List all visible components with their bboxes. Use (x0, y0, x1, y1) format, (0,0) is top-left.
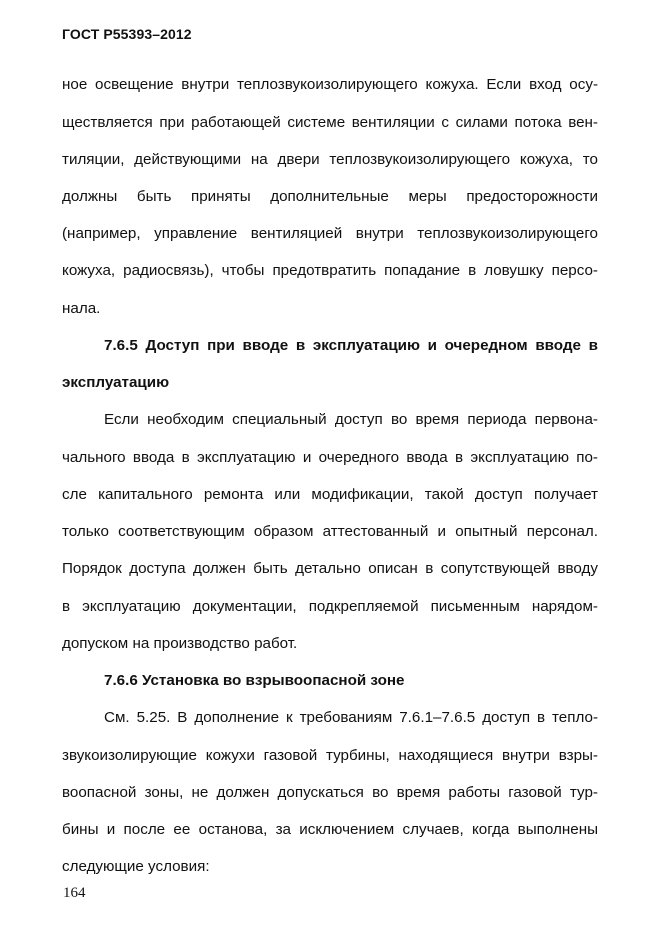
text-line: ное освещение внутри теплозвукоизолирующего кожуха. Если вход осу- (62, 76, 598, 93)
text-line: воопасной зоны, не должен допускаться во время работы газовой тур- (62, 784, 598, 801)
text-line: чального ввода в эксплуатацию и очередного ввода в эксплуатацию по- (62, 449, 598, 466)
section-heading-7-6-5: 7.6.5 Доступ при вводе в эксплуатацию и очередном вводе в (104, 337, 598, 354)
text-line: ществляется при работающей системе вентиляции с силами потока вен- (62, 114, 598, 131)
text-line: (например, управление вентиляцией внутри теплозвукоизолирующего (62, 225, 598, 242)
text-line: допуском на производство работ. (62, 635, 298, 652)
text-line: только соответствующим образом аттестованный и опытный персонал. (62, 523, 598, 540)
text-line: бины и после ее останова, за исключением случаев, когда выполнены (62, 821, 598, 838)
text-line: См. 5.25. В дополнение к требованиям 7.6.1–7.6.5 доступ в тепло- (104, 709, 598, 726)
document-header: ГОСТ Р55393–2012 (62, 26, 192, 42)
text-line: звукоизолирующие кожухи газовой турбины, находящиеся внутри взры- (62, 747, 598, 764)
text-line: нала. (62, 300, 101, 317)
text-line: тиляции, действующими на двери теплозвукоизолирующего кожуха, то (62, 151, 598, 168)
text-line: в эксплуатацию документации, подкрепляемой письменным нарядом- (62, 598, 598, 615)
text-line: сле капитального ремонта или модификации, такой доступ получает (62, 486, 598, 503)
page-number: 164 (63, 885, 86, 901)
text-line: следующие условия: (62, 858, 210, 875)
text-line: кожуха, радиосвязь), чтобы предотвратить попадание в ловушку персо- (62, 262, 598, 279)
section-heading-7-6-6: 7.6.6 Установка во взрывоопасной зоне (104, 672, 405, 689)
section-heading-7-6-5-continued: эксплуатацию (62, 374, 170, 391)
text-line: Если необходим специальный доступ во время периода первона- (104, 411, 598, 428)
text-line: должны быть приняты дополнительные меры предосторожности (62, 188, 598, 205)
text-line: Порядок доступа должен быть детально описан в сопутствующей вводу (62, 560, 598, 577)
